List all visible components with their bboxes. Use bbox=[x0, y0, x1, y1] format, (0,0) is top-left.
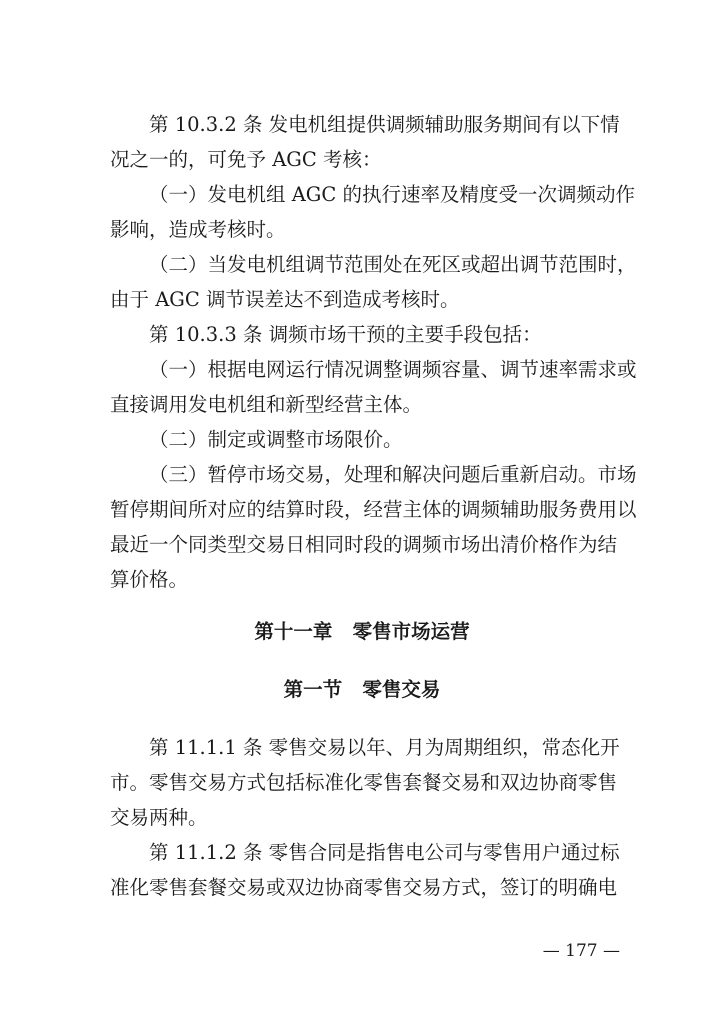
text-line: 准化零售套餐交易或双边协商零售交易方式，签订的明确电 bbox=[110, 876, 618, 899]
text-line: 第 10.3.2 条 发电机组提供调频辅助服务期间有以下情 bbox=[149, 113, 620, 136]
section-heading: 第一节 零售交易 bbox=[283, 678, 441, 701]
text-line: （一）根据电网运行情况调整调频容量、调节速率需求或 bbox=[149, 358, 637, 381]
text-line: （一）发电机组 AGC 的执行速率及精度受一次调频动作 bbox=[149, 183, 635, 206]
text-line: 直接调用发电机组和新型经营主体。 bbox=[110, 393, 423, 416]
text-line: 第 10.3.3 条 调频市场干预的主要手段包括： bbox=[149, 323, 542, 346]
text-line: 最近一个同类型交易日相同时段的调频市场出清价格作为结 bbox=[110, 533, 618, 556]
text-line: 市。零售交易方式包括标准化零售套餐交易和双边协商零售 bbox=[110, 771, 618, 794]
text-line: 算价格。 bbox=[110, 568, 189, 591]
chapter-heading: 第十一章 零售市场运营 bbox=[254, 620, 470, 643]
text-line: 影响，造成考核时。 bbox=[110, 218, 286, 241]
text-line: （三）暂停市场交易，处理和解决问题后重新启动。市场 bbox=[149, 463, 637, 486]
text-line: 第 11.1.2 条 零售合同是指售电公司与零售用户通过标 bbox=[149, 841, 620, 864]
text-line: （二）制定或调整市场限价。 bbox=[149, 428, 403, 451]
text-line: 暂停期间所对应的结算时段，经营主体的调频辅助服务费用以 bbox=[110, 498, 637, 521]
text-line: 况之一的，可免予 AGC 考核： bbox=[110, 148, 382, 171]
page-number: — 177 — bbox=[542, 941, 620, 961]
text-line: 交易两种。 bbox=[110, 806, 208, 829]
text-line: （二）当发电机组调节范围处在死区或超出调节范围时， bbox=[149, 253, 637, 276]
text-line: 由于 AGC 调节误差达不到造成考核时。 bbox=[110, 288, 460, 311]
text-line: 第 11.1.1 条 零售交易以年、月为周期组织，常态化开 bbox=[149, 736, 620, 759]
